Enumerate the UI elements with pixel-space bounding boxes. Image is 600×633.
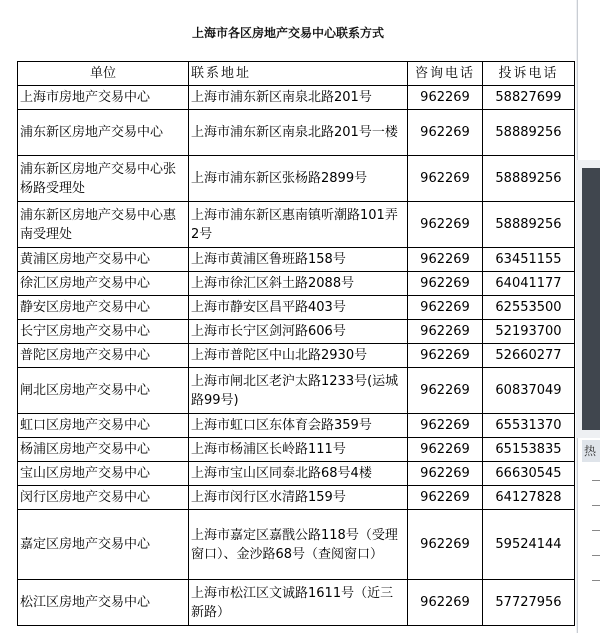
cell-complaint-phone: 65531370: [483, 414, 575, 438]
sidebar-list-line[interactable]: [592, 555, 600, 556]
cell-unit: 长宁区房地产交易中心: [18, 320, 189, 344]
cell-address: 上海市宝山区同泰北路68号4楼: [189, 462, 408, 486]
contact-table: [17, 61, 575, 626]
cell-consult-phone: 962269: [408, 296, 483, 320]
cell-complaint-phone: 64127828: [483, 486, 575, 510]
table-row: [18, 320, 575, 344]
cell-unit: 黄浦区房地产交易中心: [18, 248, 189, 272]
cell-unit: 徐汇区房地产交易中心: [18, 272, 189, 296]
cell-consult-phone: 962269: [408, 86, 483, 110]
table-row: [18, 344, 575, 368]
table-row: [18, 510, 575, 580]
cell-consult-phone: 962269: [408, 414, 483, 438]
sidebar-list-line[interactable]: [592, 480, 600, 481]
cell-unit: 普陀区房地产交易中心: [18, 344, 189, 368]
cell-address: 上海市松江区文诚路1611号（近三新路）: [189, 580, 408, 626]
sidebar-panel-top: [577, 0, 600, 160]
cell-consult-phone: 962269: [408, 202, 483, 248]
cell-unit: 浦东新区房地产交易中心: [18, 110, 189, 156]
cell-address: 上海市虹口区东体育会路359号: [189, 414, 408, 438]
table-row: [18, 272, 575, 296]
cell-unit: 虹口区房地产交易中心: [18, 414, 189, 438]
cell-consult-phone: 962269: [408, 248, 483, 272]
table-row: [18, 462, 575, 486]
table-row: [18, 296, 575, 320]
cell-complaint-phone: 59524144: [483, 510, 575, 580]
cell-complaint-phone: 63451155: [483, 248, 575, 272]
table-row: [18, 438, 575, 462]
table-row: [18, 486, 575, 510]
table-row: [18, 248, 575, 272]
sidebar-list-line[interactable]: [592, 505, 600, 506]
cell-complaint-phone: 60837049: [483, 368, 575, 414]
cell-address: 上海市浦东新区张杨路2899号: [189, 156, 408, 202]
cell-consult-phone: 962269: [408, 368, 483, 414]
cell-consult-phone: 962269: [408, 580, 483, 626]
cell-address: 上海市普陀区中山北路2930号: [189, 344, 408, 368]
cell-complaint-phone: 66630545: [483, 462, 575, 486]
cell-consult-phone: 962269: [408, 438, 483, 462]
cell-address: 上海市闸北区老沪太路1233号(运城路99号): [189, 368, 408, 414]
table-row: [18, 414, 575, 438]
cell-complaint-phone: 58889256: [483, 110, 575, 156]
cell-address: 上海市静安区昌平路403号: [189, 296, 408, 320]
cell-unit: 静安区房地产交易中心: [18, 296, 189, 320]
sidebar-heading: 热: [582, 440, 600, 462]
cell-complaint-phone: 57727956: [483, 580, 575, 626]
cell-complaint-phone: 62553500: [483, 296, 575, 320]
cell-unit: 上海市房地产交易中心: [18, 86, 189, 110]
table-row: [18, 368, 575, 414]
cell-address: 上海市杨浦区长岭路111号: [189, 438, 408, 462]
table-row: [18, 156, 575, 202]
cell-address: 上海市浦东新区南泉北路201号: [189, 86, 408, 110]
cell-unit: 杨浦区房地产交易中心: [18, 438, 189, 462]
table-row: [18, 580, 575, 626]
cell-address: 上海市长宁区剑河路606号: [189, 320, 408, 344]
cell-complaint-phone: 64041177: [483, 272, 575, 296]
sidebar-list-line[interactable]: [592, 580, 600, 581]
page-title: 上海市各区房地产交易中心联系方式: [191, 26, 384, 40]
cell-consult-phone: 962269: [408, 462, 483, 486]
cell-address: 上海市嘉定区嘉戬公路118号（受理窗口）、金沙路68号（查阅窗口）: [189, 510, 408, 580]
cell-unit: 松江区房地产交易中心: [18, 580, 189, 626]
cell-address: 上海市黄浦区鲁班路158号: [189, 248, 408, 272]
cell-complaint-phone: 58889256: [483, 156, 575, 202]
cell-unit: 浦东新区房地产交易中心惠南受理处: [18, 202, 189, 248]
cell-consult-phone: 962269: [408, 486, 483, 510]
cell-consult-phone: 962269: [408, 320, 483, 344]
sidebar-dark-banner[interactable]: [582, 168, 600, 430]
header-unit: 单位: [18, 62, 189, 86]
table-header-row: [18, 62, 575, 86]
cell-unit: 闸北区房地产交易中心: [18, 368, 189, 414]
header-address: 联系地址: [189, 62, 408, 86]
cell-address: 上海市浦东新区惠南镇听潮路101弄2号: [189, 202, 408, 248]
cell-complaint-phone: 58827699: [483, 86, 575, 110]
header-consult-phone: 咨询电话: [408, 62, 483, 86]
cell-consult-phone: 962269: [408, 344, 483, 368]
cell-address: 上海市浦东新区南泉北路201号一楼: [189, 110, 408, 156]
sidebar-list-line[interactable]: [592, 530, 600, 531]
cell-unit: 浦东新区房地产交易中心张杨路受理处: [18, 156, 189, 202]
cell-complaint-phone: 52660277: [483, 344, 575, 368]
cell-unit: 宝山区房地产交易中心: [18, 462, 189, 486]
cell-complaint-phone: 58889256: [483, 202, 575, 248]
cell-consult-phone: 962269: [408, 272, 483, 296]
cell-unit: 闵行区房地产交易中心: [18, 486, 189, 510]
header-complaint-phone: 投诉电话: [483, 62, 575, 86]
cell-complaint-phone: 52193700: [483, 320, 575, 344]
cell-consult-phone: 962269: [408, 110, 483, 156]
table-row: [18, 110, 575, 156]
cell-consult-phone: 962269: [408, 156, 483, 202]
table-row: [18, 86, 575, 110]
cell-consult-phone: 962269: [408, 510, 483, 580]
cell-address: 上海市徐汇区斜土路2088号: [189, 272, 408, 296]
cell-complaint-phone: 65153835: [483, 438, 575, 462]
sidebar-panel-bottom: [577, 438, 600, 633]
cell-unit: 嘉定区房地产交易中心: [18, 510, 189, 580]
table-row: [18, 202, 575, 248]
cell-address: 上海市闵行区水清路159号: [189, 486, 408, 510]
